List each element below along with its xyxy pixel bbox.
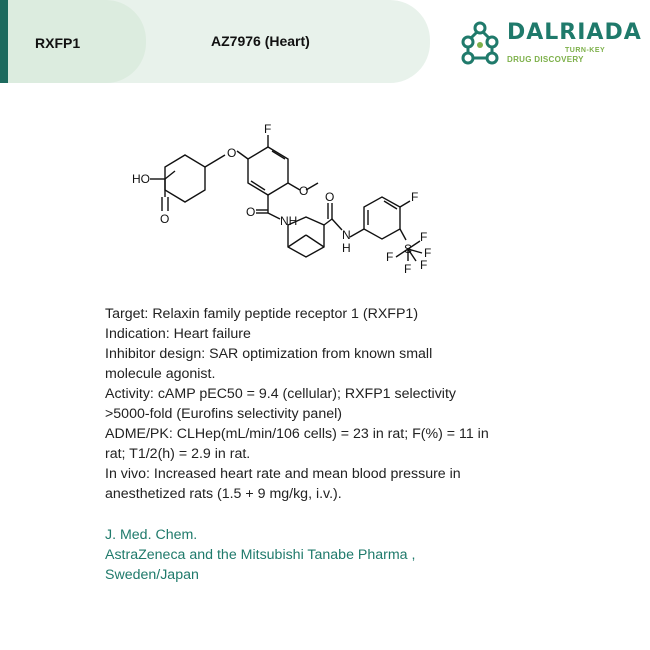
info-line: Inhibitor design: SAR optimization from known small <box>105 346 433 362</box>
info-line: rat; T1/2(h) = 2.9 in rat. <box>105 446 251 462</box>
compound-info <box>105 304 545 504</box>
target-label: RXFP1 <box>35 35 81 51</box>
info-line: Target: Relaxin family peptide receptor 1 (RXFP1) <box>105 306 419 322</box>
atom-o-amide2: O <box>325 190 335 204</box>
atom-nh1: NH <box>280 214 298 228</box>
journal-name: J. Med. Chem. <box>105 527 198 543</box>
atom-f6: F <box>404 262 412 276</box>
atom-f3: F <box>420 230 428 244</box>
compound-label: AZ7976 (Heart) <box>211 33 310 49</box>
accent-bar <box>0 0 8 83</box>
company-logo <box>458 18 642 70</box>
logo-tagline-bottom: DRUG DISCOVERY <box>507 55 584 64</box>
institution-name: AstraZeneca and the Mitsubishi Tanabe Pharma , <box>105 547 416 563</box>
logo-name: DALRIADA <box>507 20 642 45</box>
info-line: ADME/PK: CLHep(mL/min/106 cells) = 23 in rat; F(%) = 11 in <box>105 426 489 442</box>
info-line: anesthetized rats (1.5 + 9 mg/kg, i.v.). <box>105 486 342 502</box>
atom-f1: F <box>264 122 272 136</box>
atom-f5: F <box>386 250 394 264</box>
info-line: In vivo: Increased heart rate and mean blood pressure in <box>105 466 461 482</box>
atom-s: S <box>404 242 413 256</box>
atom-f2: F <box>411 190 419 204</box>
atom-n2: N <box>342 228 351 242</box>
logo-tagline-top: TURN-KEY <box>565 47 606 54</box>
atom-f4: F <box>424 246 432 260</box>
atom-o3: O <box>299 184 309 198</box>
info-line: Indication: Heart failure <box>105 326 251 342</box>
country-name: Sweden/Japan <box>105 567 199 583</box>
molecule-logo-icon <box>458 20 504 66</box>
atom-h2: H <box>342 241 351 255</box>
atom-o2: O <box>160 212 170 226</box>
atom-ho: HO <box>132 172 150 186</box>
info-line: molecule agonist. <box>105 366 216 382</box>
atom-o1: O <box>227 146 237 160</box>
atom-o4: O <box>246 205 256 219</box>
info-line: >5000-fold (Eurofins selectivity panel) <box>105 406 342 422</box>
info-line: Activity: cAMP pEC50 = 9.4 (cellular); RXFP1 selectivity <box>105 386 456 402</box>
references <box>105 525 545 585</box>
atom-f7: F <box>420 258 428 272</box>
target-tab[interactable] <box>0 0 146 83</box>
chemical-structure <box>120 115 460 285</box>
